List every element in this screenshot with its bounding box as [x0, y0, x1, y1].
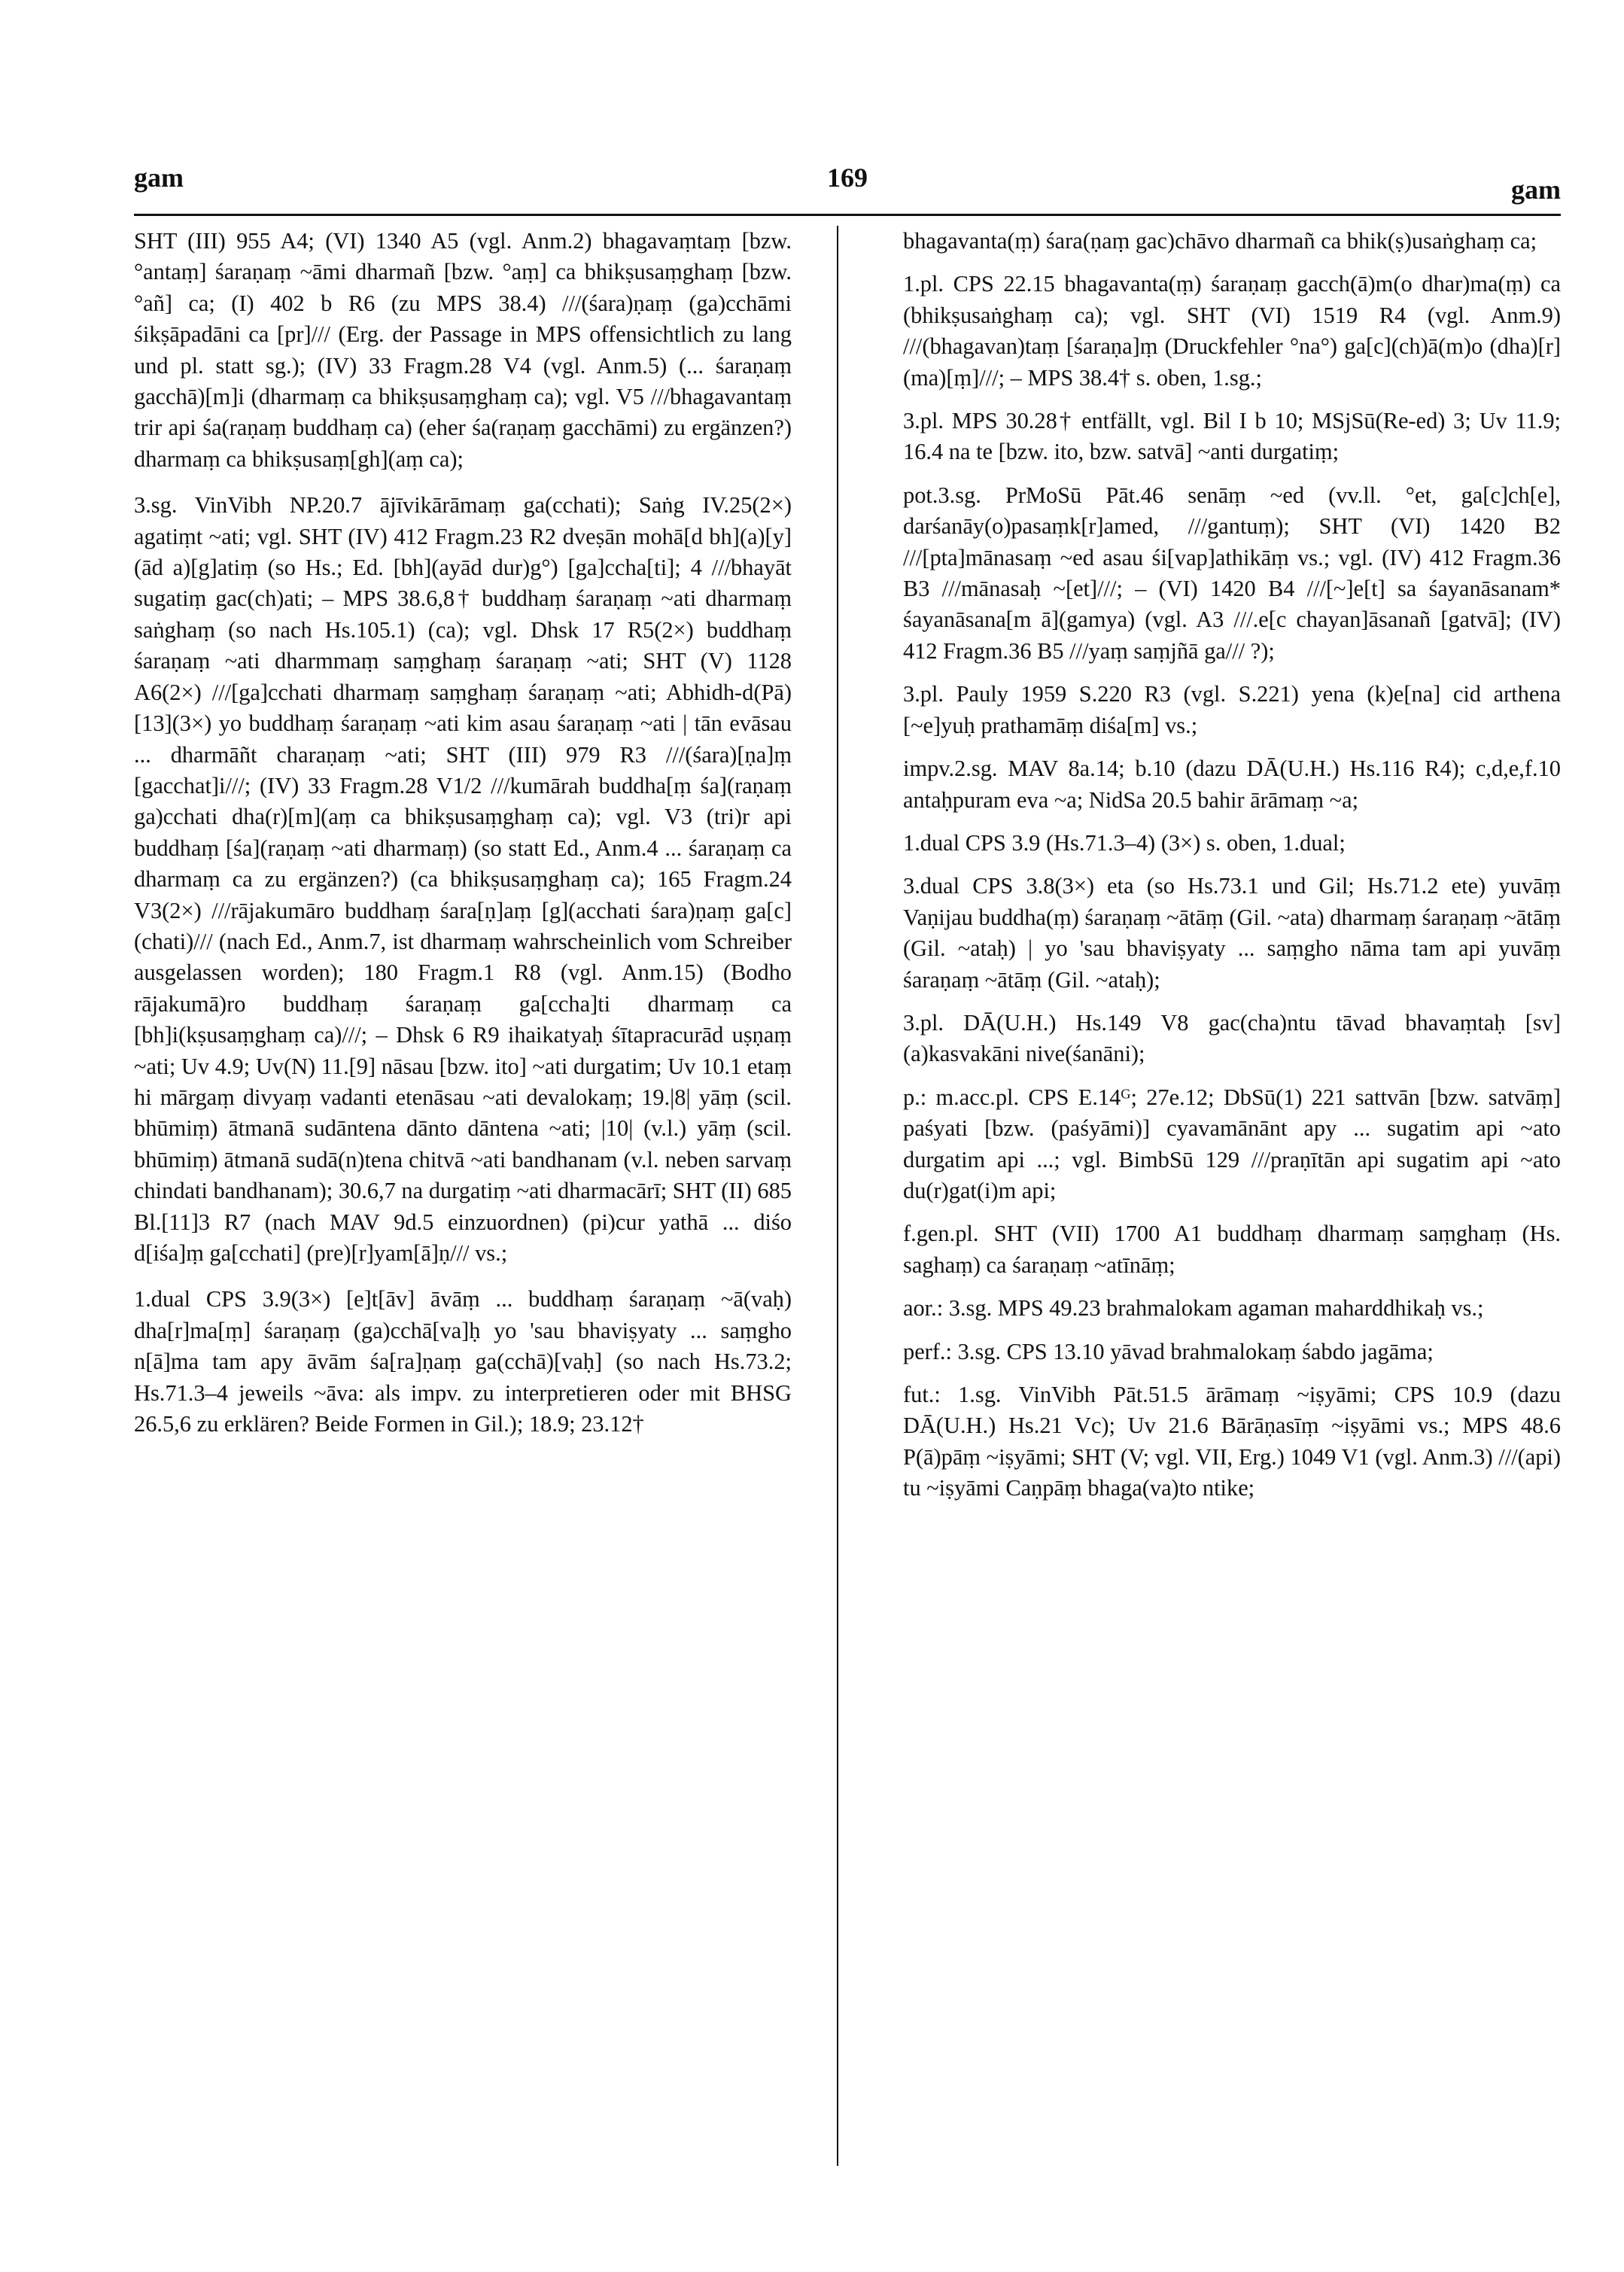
entry-paragraph: pot.3.sg. PrMoSū Pāt.46 senāṃ ~ed (vv.ll. °et, ga[c]ch[e], darśanāy(o)pasaṃk[r]amed, ///gantuṃ); SHT (VI) 1420 B2 ///[pta]mānasaṃ ~ed asau śi[vap]athikāṃ vs.; vgl. (IV) 412 Fragm.36 B3 ///mānasaḥ ~[et]///; – (VI) 1420 B4 ///[~]e[t] sa śayanāsanam* śayanāsana[m ā](gamya) (vgl. A3 ///.e[c chayan]āsanañ [gatvā]; (IV) 412 Fragm.36 B5 ///yaṃ saṃjñā ga/// ?); — [903, 482, 1561, 664]
right-guide-word: gam — [1511, 175, 1561, 205]
entry-paragraph: bhagavanta(ṃ) śara(ṇaṃ gac)chāvo dharmañ ca bhik(ṣ)usaṅghaṃ ca; — [903, 228, 1537, 254]
entry-paragraph: perf.: 3.sg. CPS 13.10 yāvad brahmalokaṃ śabdo jagāma; — [903, 1338, 1434, 1364]
entry-paragraph: 3.pl. MPS 30.28† entfällt, vgl. Bil I b 10; MSjSū(Re-ed) 3; Uv 11.9; 16.4 na te [bzw. ito, bzw. satvā] ~anti durgatiṃ; — [903, 408, 1561, 465]
entry-paragraph: 1.dual CPS 3.9(3×) [e]t[āv] āvāṃ ... buddhaṃ śaraṇaṃ ~ā(vaḥ) dha[r]ma[ṃ] śaraṇaṃ (ga)cchā[va]ḥ yo 'sau bhaviṣyaty ... saṃgho n[ā]ma tam apy āvām śa[ra]ṇaṃ ga(cchā)[vaḥ] (so nach Hs.73.2; Hs.71.3–4 jeweils ~āva: als impv. zu interpretieren oder mit BHSG 26.5,6 zu erklären? Beide Formen in Gil.); 18.9; 23.12† — [134, 1286, 792, 1437]
entry-paragraph: 3.sg. VinVibh NP.20.7 ājīvikārāmaṃ ga(cchati); Saṅg IV.25(2×) agatiṃt ~ati; vgl. SHT (IV) 412 Fragm.23 R2 dveṣān mohā[d bh](a)[y](ād a)[g]atiṃ (so Hs.; Ed. [bh](ayād dur)g°) [ga]ccha[ti]; 4 ///bhayāt sugatiṃ gac(ch)ati; – MPS 38.6,8† buddhaṃ śaraṇaṃ ~ati dharmaṃ saṅghaṃ (so nach Hs.105.1) (ca); vgl. Dhsk 17 R5(2×) buddhaṃ śaraṇaṃ ~ati dharmmaṃ saṃghaṃ śaraṇaṃ ~ati; SHT (V) 1128 A6(2×) ///[ga]cchati dharmaṃ saṃghaṃ śaraṇaṃ ~ati; Abhidh-d(Pā) [13](3×) yo buddhaṃ śaraṇaṃ ~ati kim asau śaraṇaṃ ~ati | tān evāsau ... dharmāñt charaṇaṃ ~ati; SHT (III) 979 R3 ///(śara)[ṇa]ṃ [gacchat]i///; (IV) 33 Fragm.28 V1/2 ///kumārah buddha[ṃ śa](raṇaṃ ga)cchati dha(r)[m](aṃ ca bhikṣusaṃghaṃ ca); vgl. V3 (tri)r api buddhaṃ [śa](raṇaṃ ~ati dharmaṃ) (so statt Ed., Anm.4 ... śaraṇaṃ ca dharmaṃ ca zu ergänzen?) (ca bhikṣusaṃghaṃ ca); 165 Fragm.24 V3(2×) ///rājakumāro buddhaṃ śara[ṇ]aṃ [g](acchati śara)ṇaṃ ga[c](chati)/// (nach Ed., Anm.7, ist dharmaṃ wahrscheinlich vom Schreiber ausgelassen worden); 180 Fragm.1 R8 (vgl. Anm.15) (Bodho rājakumā)ro buddhaṃ śaraṇaṃ ga[ccha]ti dharmaṃ ca [bh]i(kṣusaṃghaṃ ca)///; – Dhsk 6 R9 ihaikatyaḥ śītapracurād uṣṇaṃ ~ati; Uv 4.9; Uv(N) 11.[9] nāsau [bzw. ito] ~ati durgatim; Uv 10.1 etaṃ hi mārgaṃ divyaṃ vadanti etenāsau ~ati devalokaṃ; 19.|8| yāṃ (scil. bhūmiṃ) ātmanā sudāntena dānto dāntena ~ati; |10| (v.l.) yāṃ (scil. bhūmiṃ) ātmanā sudā(n)tena chitvā ~ati bandhanam (v.l. neben sarvaṃ chindati bandhanam); 30.6,7 na durgatiṃ ~ati dharmacārī; SHT (II) 685 Bl.[11]3 R7 (nach MAV 9d.5 einzuordnen) (pi)cur yathā ... diśo d[iśa]ṃ ga[cchati] (pre)[r]yam[ā]ṇ/// vs.; — [134, 492, 792, 1266]
entry-paragraph: f.gen.pl. SHT (VII) 1700 A1 buddhaṃ dharmaṃ saṃghaṃ (Hs. saghaṃ) ca śaraṇaṃ ~atīnāṃ; — [903, 1221, 1561, 1278]
page-header — [134, 163, 1561, 208]
entry-paragraph: fut.: 1.sg. VinVibh Pāt.51.5 ārāmaṃ ~iṣyāmi; CPS 10.9 (dazu DĀ(U.H.) Hs.21 Vc); Uv 21.6 Bārāṇasīṃ ~iṣyāmi vs.; MPS 48.6 P(ā)pāṃ ~iṣyāmi; SHT (V; vgl. VII, Erg.) 1049 V1 (vgl. Anm.3) ///(api) tu ~iṣyāmi Caṇpāṃ bhaga(va)to ntike; — [903, 1382, 1561, 1501]
entry-paragraph: 3.pl. DĀ(U.H.) Hs.149 V8 gac(cha)ntu tāvad bhavaṃtaḥ [sv](a)kasvakāni nive(śanāni); — [903, 1009, 1561, 1067]
left-column — [134, 226, 792, 1452]
entry-paragraph: aor.: 3.sg. MPS 49.23 brahmalokam agaman maharddhikaḥ vs.; — [903, 1295, 1484, 1322]
entry-paragraph: 1.pl. CPS 22.15 bhagavanta(ṃ) śaraṇaṃ gacch(ā)m(o dhar)ma(ṃ) ca (bhikṣusaṅghaṃ ca); vgl. SHT (VI) 1519 R4 (vgl. Anm.9) ///(bhagavan)taṃ [śaraṇa]ṃ (Druckfehler °na°) ga[c](ch)ā(m)o (dha)[r](ma)[ṃ]///; – MPS 38.4† s. oben, 1.sg.; — [903, 271, 1561, 391]
entry-paragraph: 3.dual CPS 3.8(3×) eta (so Hs.73.1 und Gil; Hs.71.2 ete) yuvāṃ Vaṇijau buddha(ṃ) śaraṇaṃ ~ātāṃ (Gil. ~ata) dharmaṃ śaraṇaṃ ~ātāṃ (Gil. ~ataḥ) | yo 'sau bhaviṣyaty ... saṃgho nāma tam api yuvāṃ śaraṇaṃ ~ātāṃ (Gil. ~ataḥ); — [903, 873, 1561, 993]
header-rule — [134, 214, 1561, 216]
entry-paragraph: impv.2.sg. MAV 8a.14; b.10 (dazu DĀ(U.H.) Hs.116 R4); c,d,e,f.10 antaḥpuram eva ~a; NidSa 20.5 bahir ārāmaṃ ~a; — [903, 756, 1561, 813]
right-column — [903, 226, 1561, 1516]
entry-paragraph: p.: m.acc.pl. CPS E.14ᴳ; 27e.12; DbSū(1) 221 sattvān [bzw. satvāṃ] paśyati [bzw. (paśyāmi)] cyavamānānt apy ... sugatim api ~ato durgatim api ...; vgl. BimbSū 129 ///praṇītān api sugatim api ~ato du(r)gat(i)m api; — [903, 1084, 1561, 1203]
column-divider — [837, 226, 838, 2166]
entry-paragraph: 3.pl. Pauly 1959 S.220 R3 (vgl. S.221) yena (k)e[na] cid arthena [~e]yuḥ prathamāṃ diśa[m] vs.; — [903, 681, 1561, 738]
page-number: 169 — [827, 163, 868, 193]
left-guide-word: gam — [134, 163, 184, 193]
entry-paragraph: SHT (III) 955 A4; (VI) 1340 A5 (vgl. Anm.2) bhagavaṃtaṃ [bzw. °antaṃ] śaraṇaṃ ~āmi dharmañ [bzw. °aṃ] ca bhikṣusaṃghaṃ [bzw. °añ] ca; (I) 402 b R6 (zu MPS 38.4) ///(śara)ṇaṃ (ga)cchāmi śikṣāpadāni ca [pr]/// (Erg. der Passage in MPS offensichtlich zu lang und pl. statt sg.); (IV) 33 Fragm.28 V4 (vgl. Anm.5) (... śaraṇaṃ gacchā)[m]i (dharmaṃ ca bhikṣusaṃghaṃ ca); vgl. V5 ///bhagavantaṃ trir api śa(raṇaṃ buddhaṃ ca) (eher śa(raṇaṃ gacchāmi) zu ergänzen?) dharmaṃ ca bhikṣusaṃ[gh](aṃ ca); — [134, 228, 792, 472]
entry-paragraph: 1.dual CPS 3.9 (Hs.71.3–4) (3×) s. oben, 1.dual; — [903, 829, 1346, 856]
